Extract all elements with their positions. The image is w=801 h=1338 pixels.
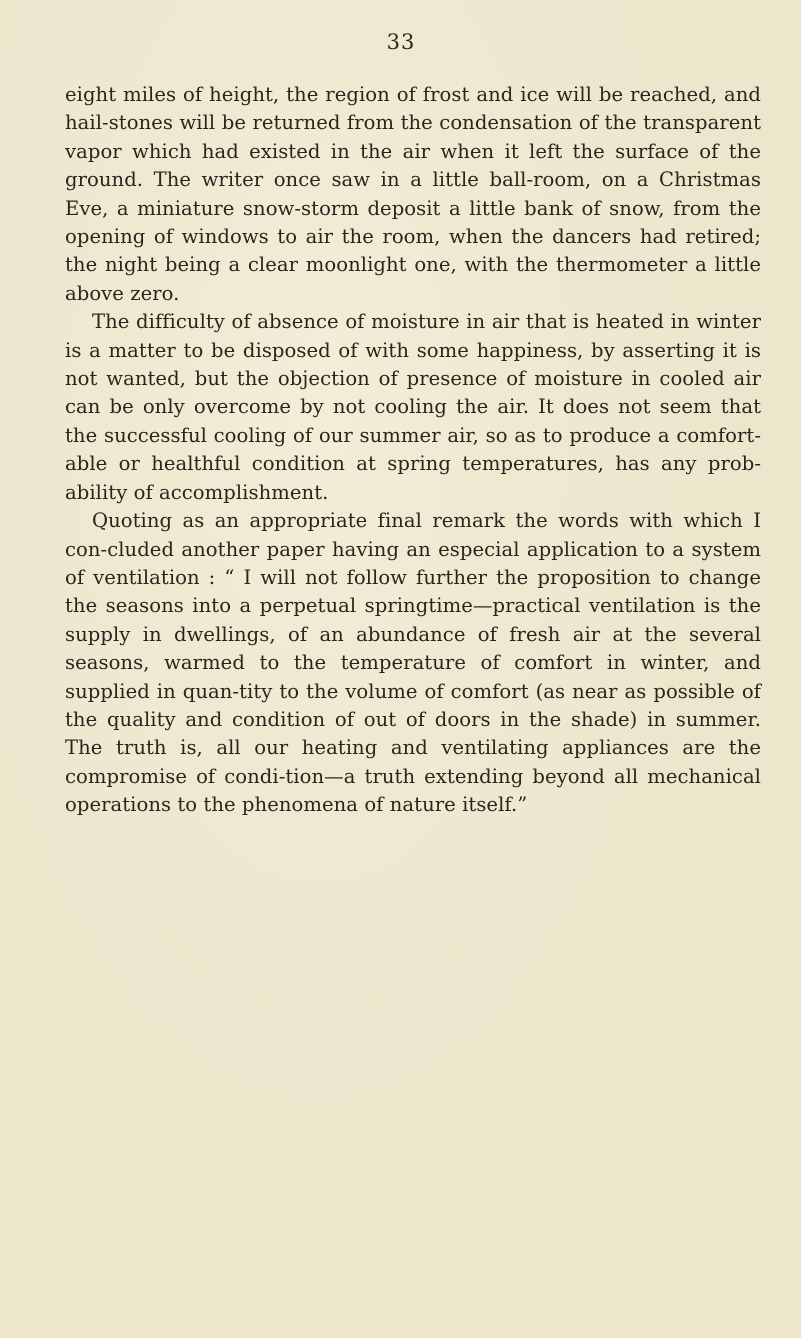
paragraph-3: Quoting as an appropriate final remark the words with which I con-cluded another paper having an especial application to a system of ventilation : “ I will not follow further the proposition to change the seasons into a perpetual springtime—practical ventilation is the supply in dwellings, of an abundance of fresh air at the several seasons, warmed to the temperature of comfort in winter, and supplied in quan-tity to the volume of comfort (as near as possible of the quality and condition of out of doors in the shade) in summer. The truth is, all our heating and ventilating appliances are the compromise of condi-tion—a truth extending beyond all mechanical operations to the phenomena of nature itself.” xyxy=(65,509,761,817)
paragraph-1: eight miles of height, the region of frost and ice will be reached, and hail-stones will be returned from the condensation of the transparent vapor which had existed in the air when it left the surface of the ground. The writer once saw in a little ball-room, on a Christmas Eve, a miniature snow-storm deposit a little bank of snow, from the opening of windows to air the room, when the dancers had retired; the night being a clear moonlight one, with the thermometer a little above zero. xyxy=(65,83,761,305)
page-number: 33 xyxy=(386,30,416,54)
body-text xyxy=(65,81,761,820)
paragraph-2: The difficulty of absence of moisture in air that is heated in winter is a matter to be disposed of with some happiness, by asserting it is not wanted, but the objection of presence of moisture in cooled air can be only overcome by not cooling the air. It does not seem that the successful cooling of our summer air, so as to produce a comfort-able or healthful condition at spring temperatures, has any prob-ability of accomplishment. xyxy=(65,310,761,504)
